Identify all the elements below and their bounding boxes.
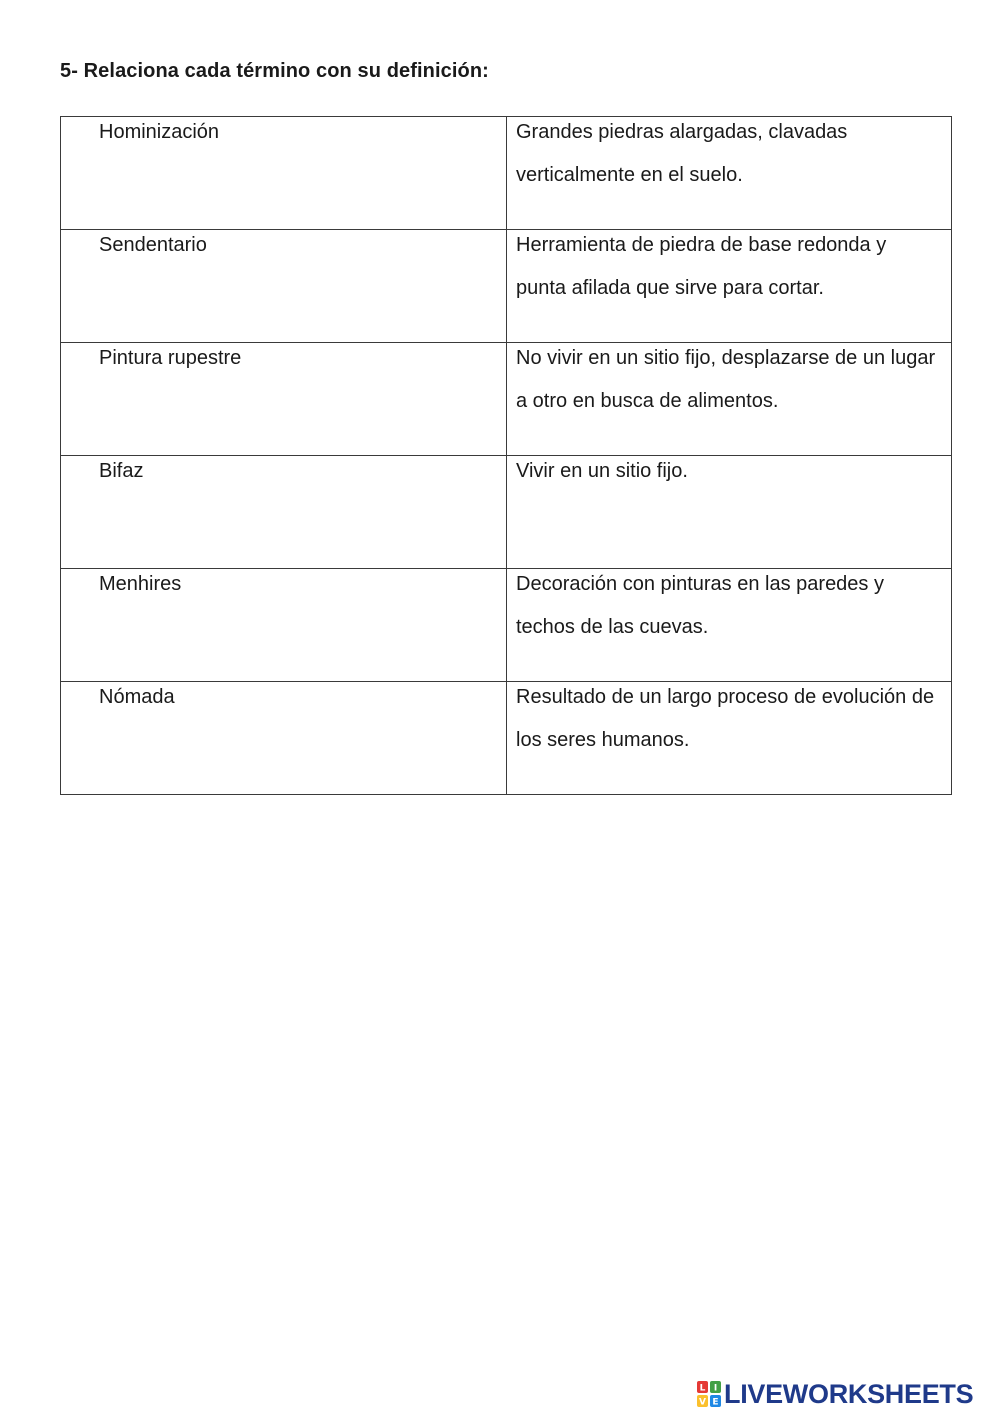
- liveworksheets-logo[interactable]: [697, 1380, 973, 1408]
- definition-cell: [507, 117, 952, 230]
- definition-text: Grandes piedras alargadas, clavadas verticalmente en el suelo.: [516, 121, 848, 186]
- logo-text: LIVEWORKSHEETS: [724, 1379, 974, 1409]
- term-cell: [61, 456, 507, 569]
- logo-letter: V: [699, 1397, 706, 1407]
- definition-cell: [507, 230, 952, 343]
- table-row: [61, 343, 952, 456]
- table-row: [61, 117, 952, 230]
- term-text: Sendentario: [99, 234, 207, 256]
- definition-text: Decoración con pinturas en las paredes y techos de las cuevas.: [516, 573, 884, 638]
- logo-letter: L: [699, 1383, 706, 1394]
- definition-cell: [507, 343, 952, 456]
- matching-table: [60, 116, 952, 795]
- table-row: [61, 456, 952, 569]
- term-text: Pintura rupestre: [99, 347, 242, 369]
- term-cell: [61, 682, 507, 795]
- term-text: Menhires: [99, 573, 182, 595]
- table-row: [61, 569, 952, 682]
- liveworksheets-logo-icon: [697, 1381, 721, 1407]
- term-text: Nómada: [99, 686, 175, 708]
- term-cell: [61, 117, 507, 230]
- term-text: Hominización: [99, 121, 220, 143]
- term-text: Bifaz: [99, 460, 144, 482]
- definition-text: No vivir en un sitio fijo, desplazarse de un lugar a otro en busca de alimentos.: [516, 347, 936, 412]
- definition-cell: [507, 456, 952, 569]
- definition-text: Herramienta de piedra de base redonda y punta afilada que sirve para cortar.: [516, 234, 887, 299]
- table-row: [61, 682, 952, 795]
- term-cell: [61, 230, 507, 343]
- term-cell: [61, 343, 507, 456]
- term-cell: [61, 569, 507, 682]
- definition-text: Resultado de un largo proceso de evolución de los seres humanos.: [516, 686, 935, 751]
- exercise-title: 5- Relaciona cada término con su definición:: [60, 60, 489, 82]
- definition-cell: [507, 569, 952, 682]
- definition-text: Vivir en un sitio fijo.: [516, 460, 688, 482]
- table-row: [61, 230, 952, 343]
- definition-cell: [507, 682, 952, 795]
- logo-letter: I: [713, 1383, 718, 1394]
- logo-letter: E: [712, 1397, 719, 1407]
